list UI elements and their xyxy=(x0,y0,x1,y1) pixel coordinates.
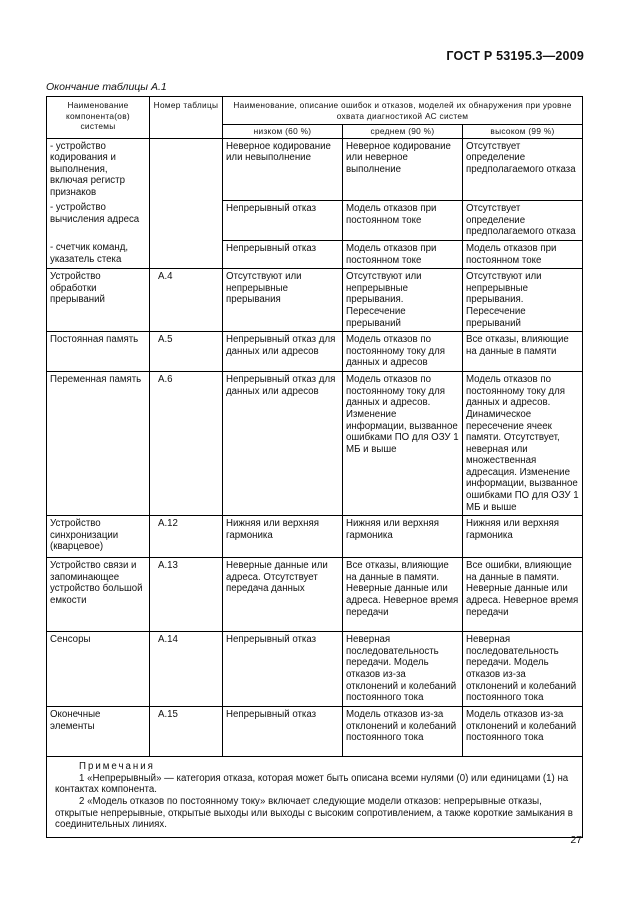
cell-component: Постоянная память xyxy=(47,332,150,372)
cell-table-no: А.4 xyxy=(150,269,223,332)
cell-low: Непрерывный отказ xyxy=(223,200,343,240)
cell-component: Устройство обработки прерываний xyxy=(47,269,150,332)
cell-high: Отсутствует определение предполагаемого отказа xyxy=(463,138,583,200)
cell-component: Переменная память xyxy=(47,372,150,516)
cell-high: Нижняя или верхняя гармоника xyxy=(463,516,583,558)
table-row xyxy=(47,516,583,558)
cell-component: Устройство связи и запоминающее устройство большой емкости xyxy=(47,558,150,632)
cell-component: Устройство синхронизации (кварцевое) xyxy=(47,516,150,558)
cell-table-no xyxy=(150,240,223,268)
cell-table-no xyxy=(150,138,223,200)
cell-table-no: А.5 xyxy=(150,332,223,372)
cell-high: Все отказы, влияющие на данные в памяти xyxy=(463,332,583,372)
cell-low: Непрерывный отказ для данных или адресов xyxy=(223,332,343,372)
cell-high: Модель отказов по постоянному току для данных и адресов. Динамическое пересечение ячеек памяти. Отсутствует, неверная или множественная адресация. Изменение информации, вызванное ошибками ПО для ОЗУ 1 МБ и выше xyxy=(463,372,583,516)
col-header-table-no: Номер таблицы xyxy=(150,97,223,139)
cell-component: Сенсоры xyxy=(47,632,150,707)
cell-medium: Отсутствуют или непрерывные прерывания. Пересечение прерываний xyxy=(343,269,463,332)
cell-high: Модель отказов при постоянном токе xyxy=(463,240,583,268)
col-header-description: Наименование, описание ошибок и отказов, моделей их обнаружения при уровне охвата диагностикой АС систем xyxy=(223,97,583,125)
cell-medium: Модель отказов при постоянном токе xyxy=(343,240,463,268)
note-1: 1 «Непрерывный» — категория отказа, которая может быть описана всеми нулями (0) или единицами (1) на контактах компонента. xyxy=(55,772,569,796)
cell-low: Непрерывный отказ xyxy=(223,632,343,707)
cell-table-no xyxy=(150,200,223,240)
cell-medium: Неверное кодирование или неверное выполнение xyxy=(343,138,463,200)
cell-low: Отсутствуют или непрерывные прерывания xyxy=(223,269,343,332)
cell-medium: Модель отказов из-за отклонений и колебаний постоянного тока xyxy=(343,707,463,757)
cell-high: Отсутствуют или непрерывные прерывания. Пересечение прерываний xyxy=(463,269,583,332)
cell-component: - устройство кодирования и выполнения, включая регистр признаков xyxy=(47,138,150,200)
table-row xyxy=(47,558,583,632)
cell-low: Неверное кодирование или невыполнение xyxy=(223,138,343,200)
page-number: 27 xyxy=(570,834,582,846)
col-header-component: Наименование компонента(ов) системы xyxy=(47,97,150,139)
cell-high: Все ошибки, влияющие на данные в памяти. Неверные данные или адреса. Неверное время передачи xyxy=(463,558,583,632)
table-row xyxy=(47,240,583,268)
cell-high: Модель отказов из-за отклонений и колебаний постоянного тока xyxy=(463,707,583,757)
cell-low: Нижняя или верхняя гармоника xyxy=(223,516,343,558)
cell-table-no: А.13 xyxy=(150,558,223,632)
document-header: ГОСТ Р 53195.3—2009 xyxy=(446,49,584,63)
cell-table-no: А.12 xyxy=(150,516,223,558)
cell-table-no: А.6 xyxy=(150,372,223,516)
cell-low: Неверные данные или адреса. Отсутствует передача данных xyxy=(223,558,343,632)
cell-low: Непрерывный отказ xyxy=(223,240,343,268)
notes-row xyxy=(47,757,583,838)
errors-table xyxy=(46,96,583,838)
notes-title: Примечания xyxy=(79,761,155,773)
note-2: 2 «Модель отказов по постоянному току» включает следующие модели отказов: непрерывные отказы, открытые непрерывные, открытые выходы или выходы с высоким сопротивлением, а также короткие замыкания в соединительных линиях. xyxy=(55,796,573,831)
col-header-high: высоком (99 %) xyxy=(463,125,583,139)
header-row xyxy=(47,97,583,125)
cell-medium: Модель отказов по постоянному току для данных и адресов xyxy=(343,332,463,372)
table-row xyxy=(47,632,583,707)
cell-low: Непрерывный отказ xyxy=(223,707,343,757)
table-row xyxy=(47,200,583,240)
col-header-medium: среднем (90 %) xyxy=(343,125,463,139)
notes-cell xyxy=(47,757,583,838)
col-header-low: низком (60 %) xyxy=(223,125,343,139)
table-row xyxy=(47,332,583,372)
cell-table-no: А.14 xyxy=(150,632,223,707)
table-row xyxy=(47,707,583,757)
cell-medium: Модель отказов по постоянному току для данных и адресов. Изменение информации, вызванное ошибками ПО для ОЗУ 1 МБ и выше xyxy=(343,372,463,516)
cell-table-no: А.15 xyxy=(150,707,223,757)
cell-medium: Неверная последовательность передачи. Модель отказов из-за отклонений и колебаний постоянного тока xyxy=(343,632,463,707)
table-row xyxy=(47,269,583,332)
table-row xyxy=(47,138,583,200)
cell-component: - устройство вычисления адреса xyxy=(47,200,150,240)
cell-component: Оконечные элементы xyxy=(47,707,150,757)
table-caption: Окончание таблицы А.1 xyxy=(46,81,167,93)
cell-medium: Нижняя или верхняя гармоника xyxy=(343,516,463,558)
cell-medium: Все отказы, влияющие на данные в памяти. Неверные данные или адреса. Неверное время передачи xyxy=(343,558,463,632)
table-row xyxy=(47,372,583,516)
cell-high: Отсутствует определение предполагаемого отказа xyxy=(463,200,583,240)
cell-medium: Модель отказов при постоянном токе xyxy=(343,200,463,240)
cell-low: Непрерывный отказ для данных или адресов xyxy=(223,372,343,516)
cell-component: - счетчик команд, указатель стека xyxy=(47,240,150,268)
cell-high: Неверная последовательность передачи. Модель отказов из-за отклонений и колебаний постоянного тока xyxy=(463,632,583,707)
